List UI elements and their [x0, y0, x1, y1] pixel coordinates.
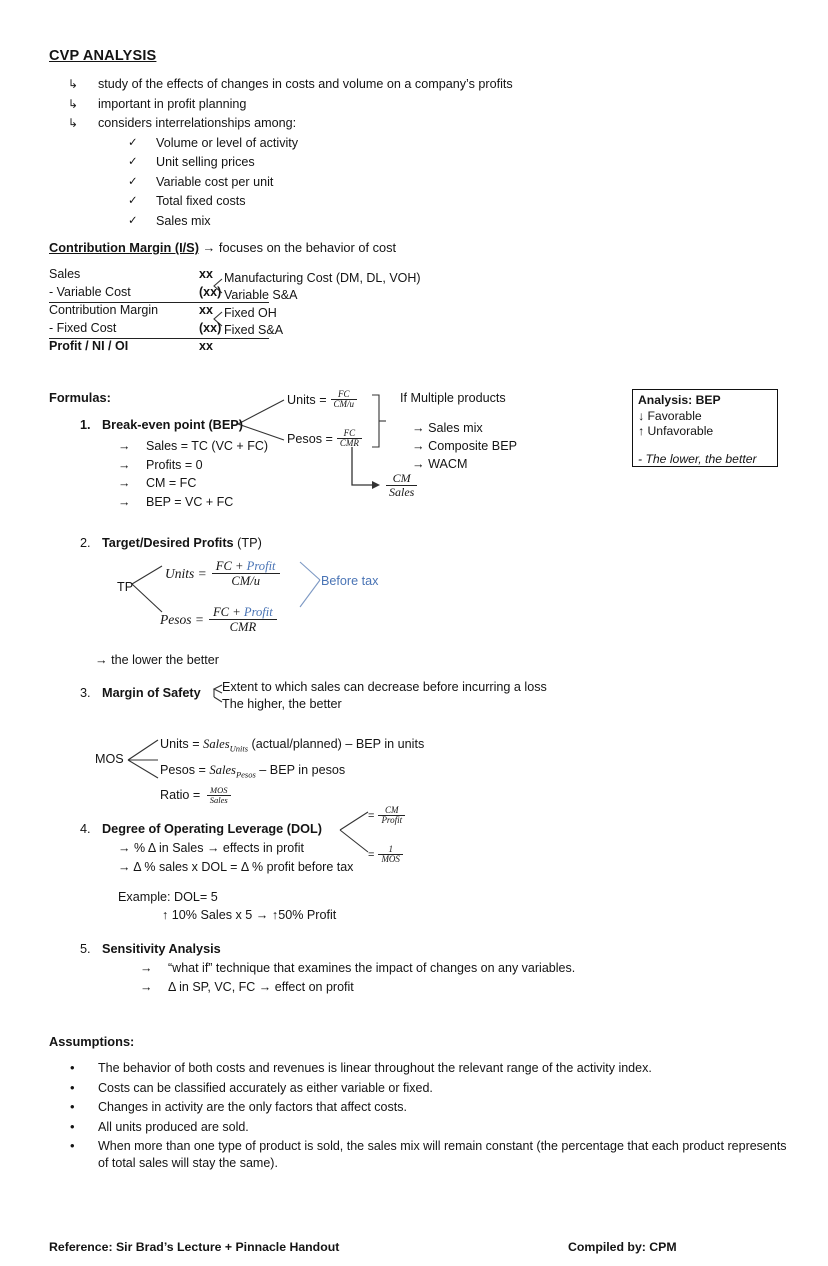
bep-label: Break-even point (BEP) — [102, 418, 243, 432]
numerator-profit: Profit — [243, 605, 273, 619]
item-number: 5. — [80, 942, 91, 956]
mos-units-row — [160, 734, 424, 760]
bep-bullet-3: BEP = VC + FC — [146, 494, 234, 509]
tp-pesos-fraction — [209, 605, 277, 635]
numerator-fc: FC + — [215, 559, 247, 573]
tp-pesos-label: Pesos = — [160, 611, 204, 627]
bullet-icon: • — [70, 1099, 75, 1114]
list-item — [118, 438, 268, 454]
numerator-fc: FC + — [212, 605, 244, 619]
dol-example-line-1: Example: DOL= 5 — [118, 890, 218, 904]
sensitivity-bullet-0: “what if” technique that examines the impact of changes on any variables. — [168, 961, 576, 975]
contribution-margin-heading — [49, 240, 396, 255]
arrow-icon: → — [118, 476, 131, 490]
numerator — [212, 559, 280, 573]
denominator: CMR — [209, 619, 277, 634]
numerator: FC — [338, 389, 350, 399]
dol-label: Degree of Operating Leverage (DOL) — [102, 822, 322, 836]
dol-formula-1 — [368, 806, 405, 826]
formulas-heading: Formulas: — [49, 390, 111, 405]
multi-item-1: Composite BEP — [428, 439, 517, 453]
list-item — [140, 960, 575, 976]
arrow-icon: → — [412, 421, 425, 435]
bep-pesos-label: Pesos = — [287, 431, 333, 446]
multi-item-0: Sales mix — [428, 421, 483, 435]
mos-units-label: Units = — [160, 737, 204, 751]
analysis-unfavorable-row — [638, 424, 772, 440]
assumptions-list — [70, 1060, 800, 1174]
before-tax-label: Before tax — [321, 574, 379, 588]
list-item — [68, 76, 688, 92]
multi-item-2: WACM — [428, 457, 468, 471]
dol-example-line-2: ↑ 10% Sales x 5 → ↑50% Profit — [162, 908, 337, 922]
formula-4-title — [80, 822, 322, 836]
list-item — [140, 979, 575, 995]
bep-units-label: Units = — [287, 392, 327, 407]
check-icon: ✓ — [128, 175, 138, 188]
cmr-fraction — [382, 472, 417, 498]
analysis-bep-box — [632, 389, 778, 467]
analysis-favorable-row — [638, 409, 772, 425]
mos-ratio-fraction — [207, 786, 231, 805]
bullet-icon: • — [70, 1079, 75, 1095]
numerator — [209, 605, 277, 619]
intro-point-1: important in profit planning — [98, 96, 247, 111]
list-item — [118, 859, 353, 875]
list-item — [118, 494, 268, 510]
list-item — [412, 419, 517, 437]
row-label: - Fixed Cost — [49, 320, 117, 335]
list-item — [68, 96, 688, 112]
item-number: 2. — [80, 536, 91, 550]
list-item — [68, 115, 688, 131]
row-value: (xx) — [199, 320, 222, 335]
bep-pesos-formula — [287, 429, 362, 449]
tp-node-label: TP — [117, 580, 134, 594]
consideration-0: Volume or level of activity — [156, 135, 299, 150]
assumptions-heading: Assumptions: — [49, 1034, 135, 1049]
analysis-unfavorable-label: Unfavorable — [647, 424, 714, 438]
bep-units-formula — [287, 390, 357, 410]
numerator: MOS — [210, 785, 228, 796]
denominator: CM/u — [331, 399, 358, 409]
consideration-2: Variable cost per unit — [156, 174, 274, 189]
analysis-favorable-label: Favorable — [647, 408, 702, 423]
denominator: CM/u — [212, 573, 280, 588]
bep-bullets — [118, 438, 268, 512]
arrow-icon: → — [412, 439, 425, 453]
tp-units-label: Units = — [165, 565, 207, 581]
mos-description-2: The higher, the better — [222, 697, 342, 711]
numerator: CM — [385, 805, 399, 815]
arrow-icon: → — [140, 979, 153, 994]
variable-cost-detail-2: Variable S&A — [224, 288, 298, 302]
row-label: - Variable Cost — [49, 284, 131, 299]
tp-pesos-formula — [160, 605, 277, 635]
bep-bullet-2: CM = FC — [146, 476, 197, 490]
list-item — [118, 457, 268, 473]
row-value: xx — [199, 267, 213, 281]
row-label: Contribution Margin — [49, 303, 159, 317]
multiple-products-list — [412, 419, 517, 473]
corner-arrow-icon: ↳ — [68, 77, 79, 91]
row-value: xx — [199, 303, 213, 317]
mos-pesos-subscript: Pesos — [235, 769, 256, 780]
variable-cost-detail-1: Manufacturing Cost (DM, DL, VOH) — [224, 271, 421, 285]
arrow-icon: → — [140, 961, 153, 975]
bep-bullet-1: Profits = 0 — [146, 457, 203, 472]
dol-bullet-1: → Δ % sales x DOL = Δ % profit before tax — [118, 859, 354, 874]
numerator: 1 — [388, 844, 393, 854]
equals-sign: = — [368, 809, 375, 822]
mos-label: Margin of Safety — [102, 686, 201, 700]
mos-units-subscript: Units — [229, 743, 249, 754]
row-value: (xx) — [199, 284, 222, 299]
denominator: MOS — [378, 854, 403, 864]
list-item — [128, 193, 688, 209]
intro-point-2: considers interrelationships among: — [98, 116, 297, 130]
consideration-1: Unit selling prices — [156, 155, 255, 169]
denominator: Profit — [378, 815, 405, 825]
mos-pesos-sales: Sales — [209, 762, 236, 777]
mos-ratio-row — [160, 785, 424, 806]
arrow-icon: → — [412, 457, 425, 471]
analysis-note: - The lower, the better — [638, 451, 757, 466]
fixed-cost-detail-1: Fixed OH — [224, 306, 277, 320]
mos-pesos-label: Pesos = — [160, 762, 210, 777]
numerator: FC — [343, 428, 356, 438]
assumption-3: All units produced are sold. — [98, 1119, 249, 1134]
item-number: 4. — [80, 822, 91, 836]
footer-compiled-by: Compiled by: CPM — [568, 1240, 677, 1254]
row-value: xx — [199, 339, 213, 353]
list-item — [128, 154, 688, 170]
intro-list — [68, 76, 688, 232]
corner-arrow-icon: ↳ — [68, 116, 79, 130]
mos-ratio-label: Ratio = — [160, 788, 204, 803]
tp-label-rest: (TP) — [237, 536, 262, 550]
assumption-1: Costs can be classified accurately as either variable or fixed. — [98, 1080, 433, 1095]
list-item — [128, 135, 688, 151]
bep-units-fraction — [331, 390, 358, 410]
list-item — [128, 174, 688, 190]
numerator-profit: Profit — [246, 559, 276, 573]
list-item — [70, 1099, 800, 1116]
bullet-icon: • — [70, 1138, 75, 1153]
list-item — [118, 475, 268, 491]
tp-units-fraction — [212, 559, 280, 589]
table-row — [49, 339, 269, 357]
cmr-fraction-inner — [386, 472, 417, 498]
item-number: 1. — [80, 418, 91, 432]
multiple-products-heading: If Multiple products — [400, 391, 506, 405]
bullet-icon: • — [70, 1060, 75, 1075]
consideration-4: Sales mix — [156, 213, 211, 228]
page-title: CVP ANALYSIS — [49, 48, 157, 64]
mos-pesos-rest: – BEP in pesos — [255, 762, 346, 777]
arrow-up-icon: ↑ — [638, 424, 645, 438]
row-label: Sales — [49, 267, 81, 281]
list-item — [70, 1060, 800, 1077]
mos-units-sales: Sales — [203, 737, 230, 751]
item-number: 3. — [80, 686, 91, 700]
arrow-icon: → — [118, 457, 131, 472]
tp-label: Target/Desired Profits — [102, 536, 234, 550]
mos-description-1: Extent to which sales can decrease before incurring a loss — [222, 680, 547, 694]
denominator: CMR — [337, 438, 362, 448]
check-icon: ✓ — [128, 195, 138, 207]
formula-2-title — [80, 536, 262, 550]
formula-5-title — [80, 942, 221, 956]
dol-fraction-2 — [378, 845, 403, 865]
arrow-down-icon: ↓ — [638, 408, 645, 423]
dol-fraction-1 — [378, 806, 405, 826]
formula-3-title — [80, 686, 201, 700]
list-item — [412, 437, 517, 455]
consideration-3: Total fixed costs — [156, 194, 246, 208]
dol-formula-2 — [368, 845, 403, 865]
mos-node-label: MOS — [95, 752, 124, 766]
considerations-list — [128, 135, 688, 229]
bep-bullet-0: Sales = TC (VC + FC) — [146, 439, 269, 453]
check-icon: ✓ — [128, 136, 138, 149]
analysis-box-heading: Analysis: BEP — [638, 393, 721, 407]
list-item — [70, 1138, 800, 1171]
sensitivity-label: Sensitivity Analysis — [102, 942, 221, 956]
denominator: Sales — [386, 485, 417, 499]
corner-arrow-icon: ↳ — [68, 96, 79, 111]
assumption-4: When more than one type of product is sold, the sales mix will remain constant (the percentage that each product represents of total sales will stay the same). — [98, 1139, 787, 1170]
list-item — [128, 213, 688, 229]
arrow-icon: → — [118, 439, 131, 453]
fixed-cost-detail-2: Fixed S&A — [224, 323, 284, 337]
list-item — [118, 840, 353, 856]
equals-sign: = — [368, 848, 375, 861]
arrow-icon: → — [118, 494, 131, 509]
check-icon: ✓ — [128, 156, 138, 168]
intro-point-0: study of the effects of changes in costs and volume on a company’s profits — [98, 77, 513, 91]
tp-units-formula — [165, 559, 280, 589]
bullet-icon: • — [70, 1118, 75, 1134]
denominator: Sales — [207, 795, 231, 805]
footer-reference: Reference: Sir Brad’s Lecture + Pinnacle Handout — [49, 1240, 340, 1254]
contribution-margin-subtitle: focuses on the behavior of cost — [218, 240, 397, 255]
sensitivity-bullet-1: Δ in SP, VC, FC → effect on profit — [168, 979, 354, 994]
mos-formula-list — [160, 734, 424, 806]
numerator: CM — [392, 471, 411, 485]
list-item — [70, 1080, 800, 1097]
list-item — [70, 1119, 800, 1136]
assumption-0: The behavior of both costs and revenues is linear throughout the relevant range of the activity index. — [98, 1061, 652, 1075]
check-icon: ✓ — [128, 214, 138, 227]
list-item — [412, 455, 517, 473]
formula-1-title — [80, 418, 243, 432]
arrow-icon: → — [202, 240, 216, 255]
dol-bullet-0: → % Δ in Sales → effects in profit — [118, 841, 304, 855]
sensitivity-bullets — [140, 960, 575, 997]
assumption-2: Changes in activity are the only factors that affect costs. — [98, 1100, 407, 1114]
dol-bullets — [118, 840, 353, 877]
tp-footnote: → the lower the better — [95, 653, 219, 667]
row-label: Profit / NI / OI — [49, 339, 129, 353]
bep-pesos-fraction — [337, 429, 362, 449]
mos-units-rest: (actual/planned) – BEP in units — [248, 737, 425, 751]
mos-pesos-row — [160, 760, 424, 786]
contribution-margin-label: Contribution Margin (I/S) — [49, 240, 199, 255]
